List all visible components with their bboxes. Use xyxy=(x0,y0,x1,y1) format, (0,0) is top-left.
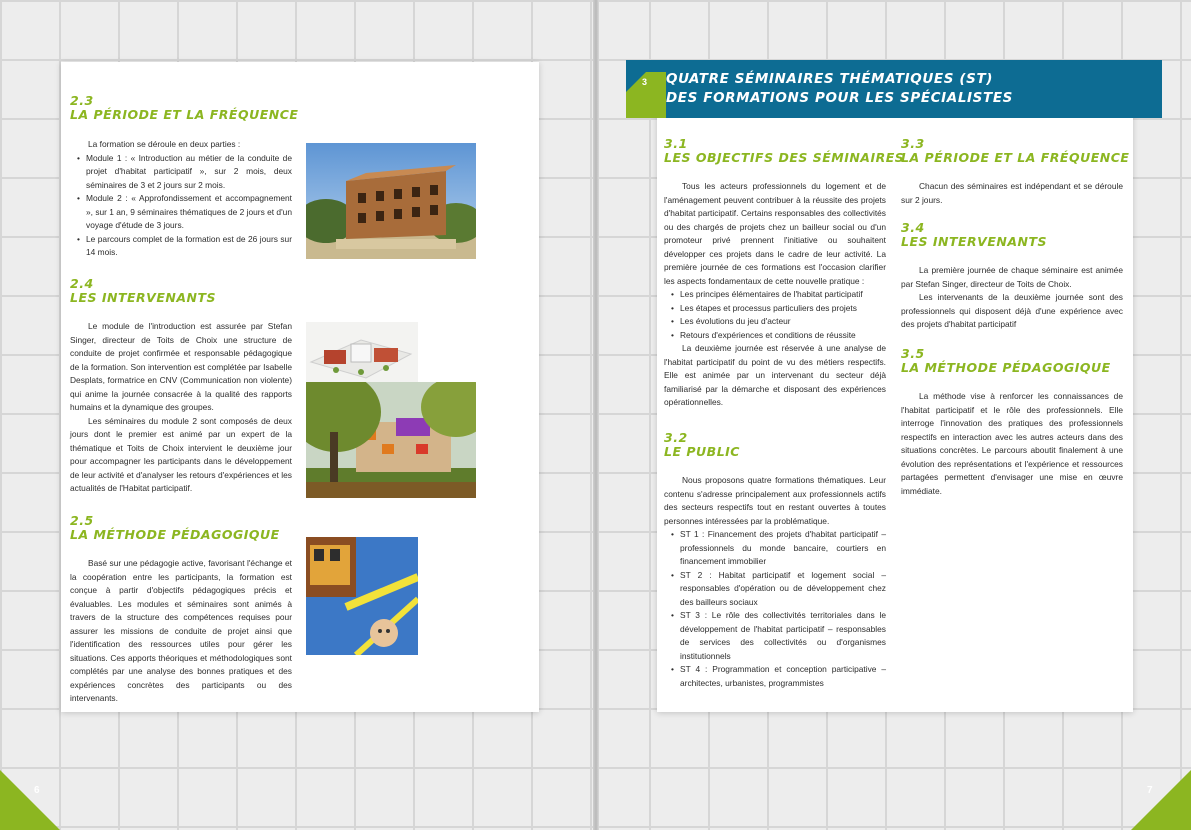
bullet-list xyxy=(664,288,886,342)
section-3-2-body xyxy=(664,474,886,690)
paragraph: Les intervenants de la deuxième journée sont des professionnels qui disposent déjà d'une expérience avec des projets d'habitat participatif xyxy=(901,292,1123,329)
tram-child-photo xyxy=(306,537,418,655)
bullet-list xyxy=(664,528,886,690)
paragraph: La méthode vise à renforcer les connaissances de l'habitat participatif et le rôle des professionnels. Elle interroge l'innovation des pratiques des professionnels respectifs en interaction avec les autres acteurs dans des situations concrètes. Le parcours aboutit finalement à une évolution des représentations et l'expérience et ressources partagées permettent d'envisager une mise en œuvre immédiate. xyxy=(901,391,1123,496)
list-item: • Module 1 : « Introduction au métier de la conduite de projet d'habitat participatif », sur 2 mois, deux séminaires de 3 et 2 jours sur 2 mois. xyxy=(70,152,292,193)
list-item: • ST 3 : Le rôle des collectivités territoriales dans le développement de l'habitat participatif – responsables de services des collectivités ou d'organismes institutionnels xyxy=(664,609,886,663)
list-item: • ST 4 : Programmation et conception participative – architectes, urbanistes, programmistes xyxy=(664,663,886,690)
paragraph: Chacun des séminaires est indépendant et se déroule sur 2 jours. xyxy=(901,181,1123,205)
paragraph: Les séminaires du module 2 sont composés de deux jours dont le premier est animé par un expert de la thématique et Toits de Choix intervient le deuxième jour pour accompagner les participants dans le développement de leur activité et d'analyser les retours d'expériences et les actualités de l'Habitat participatif. xyxy=(70,415,292,493)
book-spine xyxy=(593,0,599,830)
list-item: • ST 1 : Financement des projets d'habitat participatif – professionnels du monde bancaire, courtiers en financement immobilier xyxy=(664,528,886,569)
list-item: • Les évolutions du jeu d'acteur xyxy=(664,315,886,329)
section-2-5-body xyxy=(70,557,292,706)
section-2-4-body xyxy=(70,320,292,496)
section-number: 2.5 xyxy=(70,513,94,528)
section-number: 2.3 xyxy=(70,93,94,108)
section-title: LA PÉRIODE ET LA FRÉQUENCE xyxy=(901,150,1130,165)
section-number: 3.5 xyxy=(901,346,925,361)
paragraph: Basé sur une pédagogie active, favorisant l'échange et la coopération entre les participants, la formation est conçue à partir d'objectifs pédagogiques précis et évaluables. Les modules et séminaires sont animés à travers de la structure des compétences requises pour assurer les missions de conduite de projet ainsi que l'identification des ressources utiles pour gérer les situations. Ces apports théoriques et méthodologiques sont complétés par une analyse des bonnes pratiques et des expériences concrètes des participants ou des intervenants. xyxy=(70,558,292,703)
list-item: • Les étapes et processus particuliers des projets xyxy=(664,302,886,316)
section-2-3-body xyxy=(70,138,292,260)
section-2-5-heading xyxy=(70,514,280,542)
colorful-building-photo xyxy=(306,382,476,498)
section-title: LA MÉTHODE PÉDAGOGIQUE xyxy=(70,527,280,542)
paragraph: La première journée de chaque séminaire est animée par Stefan Singer, directeur de Toits de Choix. xyxy=(901,265,1123,289)
chapter-number: 3 xyxy=(642,77,648,87)
chapter-title xyxy=(666,70,1013,108)
page-corner-left xyxy=(0,770,60,830)
section-3-1-body xyxy=(664,180,886,410)
section-3-5-body xyxy=(901,390,1123,498)
tram-child-image xyxy=(306,537,418,655)
section-3-4-body xyxy=(901,264,1123,332)
list-item: • Retours d'expériences et conditions de réussite xyxy=(664,329,886,343)
section-2-3-heading xyxy=(70,94,298,122)
section-title: LE PUBLIC xyxy=(664,444,740,459)
paragraph: Nous proposons quatre formations thématiques. Leur contenu s'adresse principalement aux professionnels actifs des secteurs respectifs tout en restant ouvertes à toutes personnes intéressées par la problématique. xyxy=(664,475,886,526)
list-item: • ST 2 : Habitat participatif et logement social – responsables d'opération ou de développement chez des bailleurs sociaux xyxy=(664,569,886,610)
chapter-title-line1: QUATRE SÉMINAIRES THÉMATIQUES (ST) xyxy=(666,71,994,87)
building-photo-wood xyxy=(306,143,476,259)
section-title: LES INTERVENANTS xyxy=(901,234,1048,249)
section-title: LES INTERVENANTS xyxy=(70,290,217,305)
list-item: • Les principes élémentaires de l'habitat participatif xyxy=(664,288,886,302)
paragraph: La deuxième journée est réservée à une analyse de l'habitat participatif du point de vu des métiers respectifs. Elle est animée par un intervenant du secteur déjà familiarisé par la démarche et disposant des expériences opérationnelles. xyxy=(664,343,886,407)
section-2-4-heading xyxy=(70,277,216,305)
page-corner-right xyxy=(1131,770,1191,830)
wooden-building-image xyxy=(306,143,476,259)
section-number: 3.1 xyxy=(664,136,688,151)
section-number: 3.2 xyxy=(664,430,688,445)
paragraph: Tous les acteurs professionnels du logement et de l'aménagement peuvent contribuer à la réussite des projets d'habitat participatif. Certains responsables des collectivités ou des chargés de projets chez un bailleur social ou d'un promoteur privé prennent l'initiative ou souhaitent développer ces projets dans le cadre de leur activité. La première journée de ces formations est l'occasion clarifier les aspects fondamentaux de cette nouvelle pratique : xyxy=(664,181,886,286)
bullet-list xyxy=(70,152,292,260)
section-title: LES OBJECTIFS DES SÉMINAIRES xyxy=(664,150,905,165)
section-number: 2.4 xyxy=(70,276,94,291)
section-3-3-body xyxy=(901,180,1123,207)
architecture-model-photo xyxy=(306,322,418,382)
section-3-4-heading xyxy=(901,221,1047,249)
section-number: 3.3 xyxy=(901,136,925,151)
section-3-3-heading xyxy=(901,137,1129,165)
section-title: LA PÉRIODE ET LA FRÉQUENCE xyxy=(70,107,299,122)
model-image xyxy=(306,322,418,382)
page-number-left: 6 xyxy=(34,785,40,796)
chapter-title-line2: DES FORMATIONS POUR LES SPÉCIALISTES xyxy=(666,90,1013,106)
list-item: • Module 2 : « Approfondissement et accompagnement », sur 1 an, 9 séminaires thématiques de 2 jours et d'un voyage d'étude de 3 jours. xyxy=(70,192,292,233)
colorful-building-image xyxy=(306,382,476,498)
list-item: • Le parcours complet de la formation est de 26 jours sur 14 mois. xyxy=(70,233,292,260)
section-3-1-heading xyxy=(664,137,904,165)
section-number: 3.4 xyxy=(901,220,925,235)
page-number-right: 7 xyxy=(1147,785,1153,796)
section-title: LA MÉTHODE PÉDAGOGIQUE xyxy=(901,360,1111,375)
paragraph: La formation se déroule en deux parties : xyxy=(88,139,241,149)
paragraph: Le module de l'introduction est assurée par Stefan Singer, directeur de Toits de Choix une structure de conduite de projet confirmée et responsable pédagogique de la formation. Son intervention est complétée par Isabelle Desplats, formatrice en CNV (Communication non violente) qui anime la journée consacrée à la qualité des rapports humains et la dynamique des groupes. xyxy=(70,321,292,412)
section-3-2-heading xyxy=(664,431,740,459)
section-3-5-heading xyxy=(901,347,1111,375)
